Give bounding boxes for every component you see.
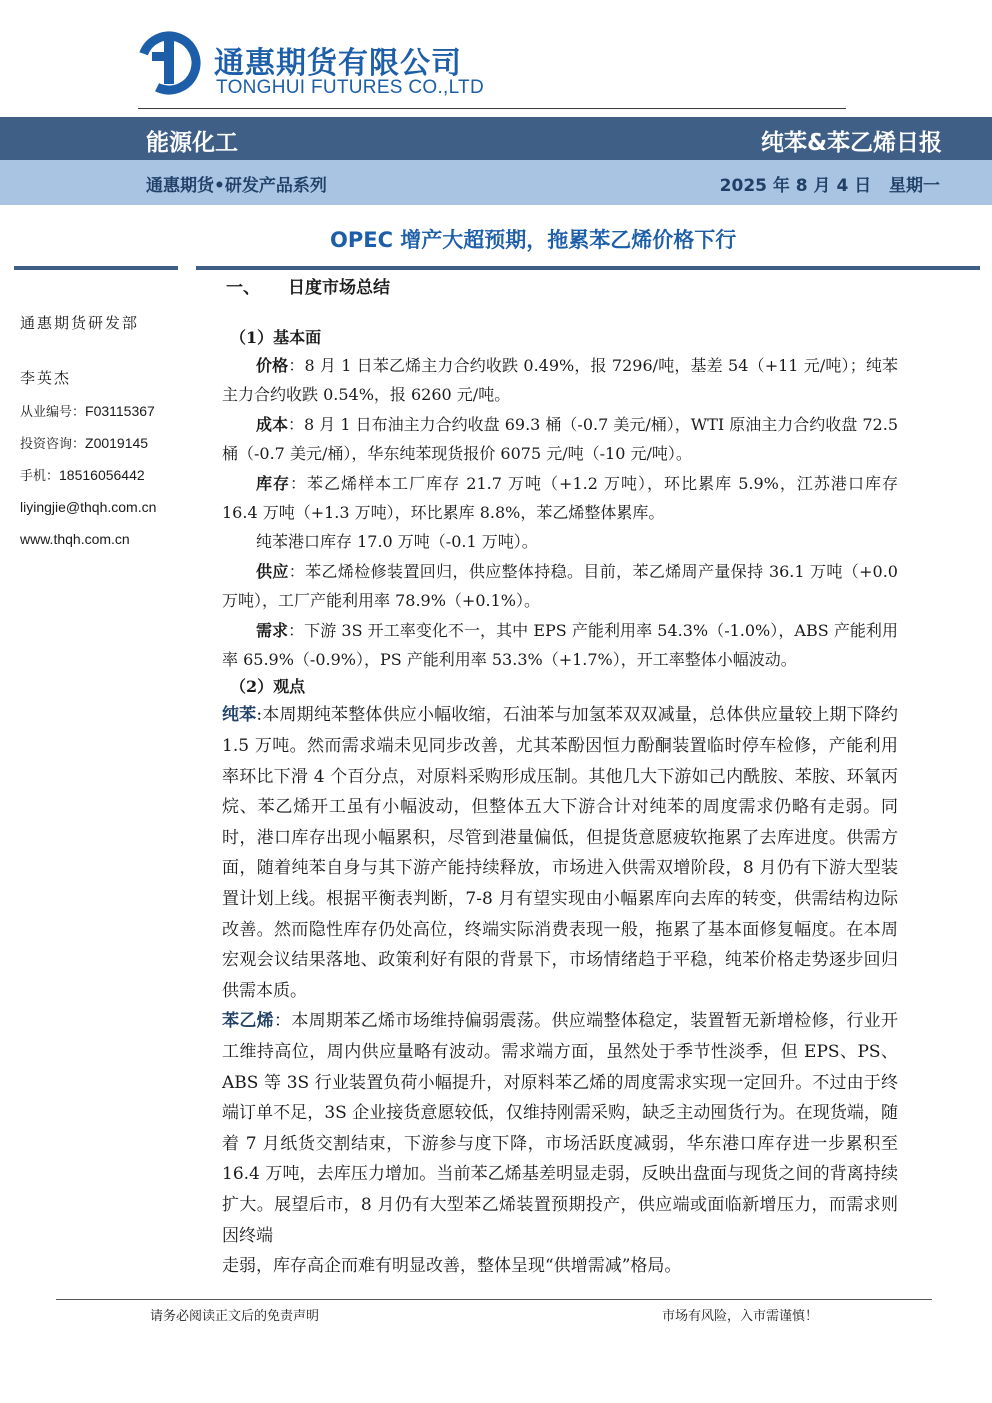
cert-label: 从业编号： [20,405,86,420]
weekday-text: 星期一 [889,176,940,196]
views-heading: （2）观点 [230,677,306,697]
page-title: OPEC 增产大超预期，拖累苯乙烯价格下行 [330,228,737,252]
email-value[interactable]: liyingjie@thqh.com.cn [20,499,157,515]
advisory-label: 投资咨询： [20,437,86,452]
cost-paragraph [222,410,898,469]
demand-label: 需求 [256,620,289,640]
supply-text: ：苯乙烯检修装置回归，供应整体持稳。目前，苯乙烯周产量保持 36.1 万吨（+0.0 万吨），工厂产能利用率 78.9%（+0.1%）。 [222,561,898,611]
demand-text: ：下游 3S 开工率变化不一，其中 EPS 产能利用率 54.3%（-1.0%），ABS 产能利用率 65.9%（-0.9%），PS 产能利用率 53.3%（+1.7%），开工率整体小幅波动。 [222,620,898,670]
styrene-paragraph [222,1006,898,1251]
benzene-text: :本周期纯苯整体供应小幅收缩，石油苯与加氢苯双双减量，总体供应量较上期下降约 1.5 万吨。然而需求端未见同步改善，尤其苯酚因恒力酚酮装置临时停车检修，产能利用率环比下滑 4 个百分点，对原料采购形成压制。其他几大下游如己内酰胺、苯胺、环氧丙烷、苯乙烯开工虽有小幅波动，但整体五大下游合计对纯苯的周度需求仍略有走弱。同时，港口库存出现小幅累积，尽管到港量偏低，但提货意愿疲软拖累了去库进度。供需方面，随着纯苯自身与其下游产能持续释放，市场进入供需双增阶段，8 月仍有下游大型装置计划上线。根据平衡表判断，7-8 月有望实现由小幅累库向去库的转变，供需结构边际改善。然而隐性库存仍处高位，终端实际消费表现一般，拖累了基本面修复幅度。在本周宏观会议结果落地、政策利好有限的背景下，市场情绪趋于平稳，纯苯价格走势逐步回归供需本质。 [222,705,898,1001]
footer-divider [56,1299,932,1300]
cert-value: F03115367 [85,403,155,419]
price-paragraph [222,351,898,410]
advisory-value: Z0019145 [85,435,149,451]
fundamentals-heading: （1）基本面 [230,328,322,347]
company-logo-icon [136,30,202,96]
benzene-paragraph [222,700,898,1006]
phone-label: 手机： [20,469,60,484]
company-name-en: TONGHUI FUTURES CO.,LTD [216,77,484,98]
inventory-text: ：苯乙烯样本工厂库存 21.7 万吨（+1.2 万吨），环比累库 5.9%，江苏港口库存 16.4 万吨（+1.3 万吨），环比累库 8.8%，苯乙烯整体累库。 [222,473,898,523]
content-rule [196,266,980,270]
report-date [720,171,940,196]
sector-label: 能源化工 [146,130,238,156]
phone-value: 18516056442 [59,467,145,483]
website-value[interactable]: www.thqh.com.cn [20,531,130,547]
section-title: 日度市场总结 [288,278,390,298]
date-text: 2025 年 8 月 4 日 [719,176,872,196]
cert-number [20,396,200,428]
report-name: 纯苯&苯乙烯日报 [760,130,942,156]
header-divider [138,108,846,109]
cost-text: ：8 月 1 日布油主力合约收盘 69.3 桶（-0.7 美元/桶），WTI 原油主力合约收盘 72.5 桶（-0.7 美元/桶），华东纯苯现货报价 6075 元/吨（-10 元/吨）。 [222,414,898,464]
company-name-cn: 通惠期货有限公司 [214,46,462,81]
section-number: 一、 [226,278,260,298]
disclaimer-note: 请务必阅读正文后的免责声明 [150,1309,320,1324]
inventory-label: 库存 [256,473,291,493]
department-name: 通惠期货研发部 [20,314,140,332]
email-address[interactable] [20,492,200,524]
supply-paragraph [222,557,898,616]
price-label: 价格 [256,356,289,375]
demand-paragraph [222,616,898,675]
website-link[interactable] [20,524,200,556]
styrene-label: 苯乙烯 [222,1011,275,1032]
sidebar-rule [14,266,178,270]
section-heading [222,275,898,301]
risk-warning: 市场有风险，入市需谨慎！ [661,1309,818,1324]
price-text: ：8 月 1 日苯乙烯主力合约收跌 0.49%，报 7296/吨，基差 54（+11 元/吨）；纯苯主力合约收跌 0.54%，报 6260 元/吨。 [222,356,898,405]
inventory-paragraph [222,469,898,528]
main-content [222,275,898,1299]
analyst-sidebar [20,312,200,556]
cost-label: 成本 [256,414,289,434]
supply-label: 供应 [256,561,289,581]
phone-number [20,460,200,492]
analyst-name: 李英杰 [20,369,72,387]
advisory-number [20,428,200,460]
styrene-paragraph-cut [222,1251,898,1299]
inventory-paragraph-2: 纯苯港口库存 17.0 万吨（-0.1 万吨）。 [256,532,538,552]
styrene-text-cut: 走弱，库存高企而难有明显改善，整体呈现“供增需减”格局。 [222,1256,682,1277]
styrene-text: ：本周期苯乙烯市场维持偏弱震荡。供应端整体稳定，装置暂无新增检修，行业开工维持高位，周内供应量略有波动。需求端方面，虽然处于季节性淡季，但 EPS、PS、ABS 等 3S 行业装置负荷小幅提升，对原料苯乙烯的周度需求实现一定回升。不过由于终端订单不足，3S 企业接货意愿较低，仅维持刚需采购，缺乏主动囤货行为。在现货端，随着 7 月纸货交割结束，下游参与度下降，市场活跃度减弱，华东港口库存进一步累积至 16.4 万吨，去库压力增加。当前苯乙烯基差明显走弱，反映出盘面与现货之间的背离持续扩大。展望后市，8 月仍有大型苯乙烯装置预期投产，供应端或面临新增压力，而需求则因终端 [222,1011,899,1246]
benzene-label: 纯苯 [222,705,257,726]
series-label: 通惠期货•研发产品系列 [146,176,327,196]
